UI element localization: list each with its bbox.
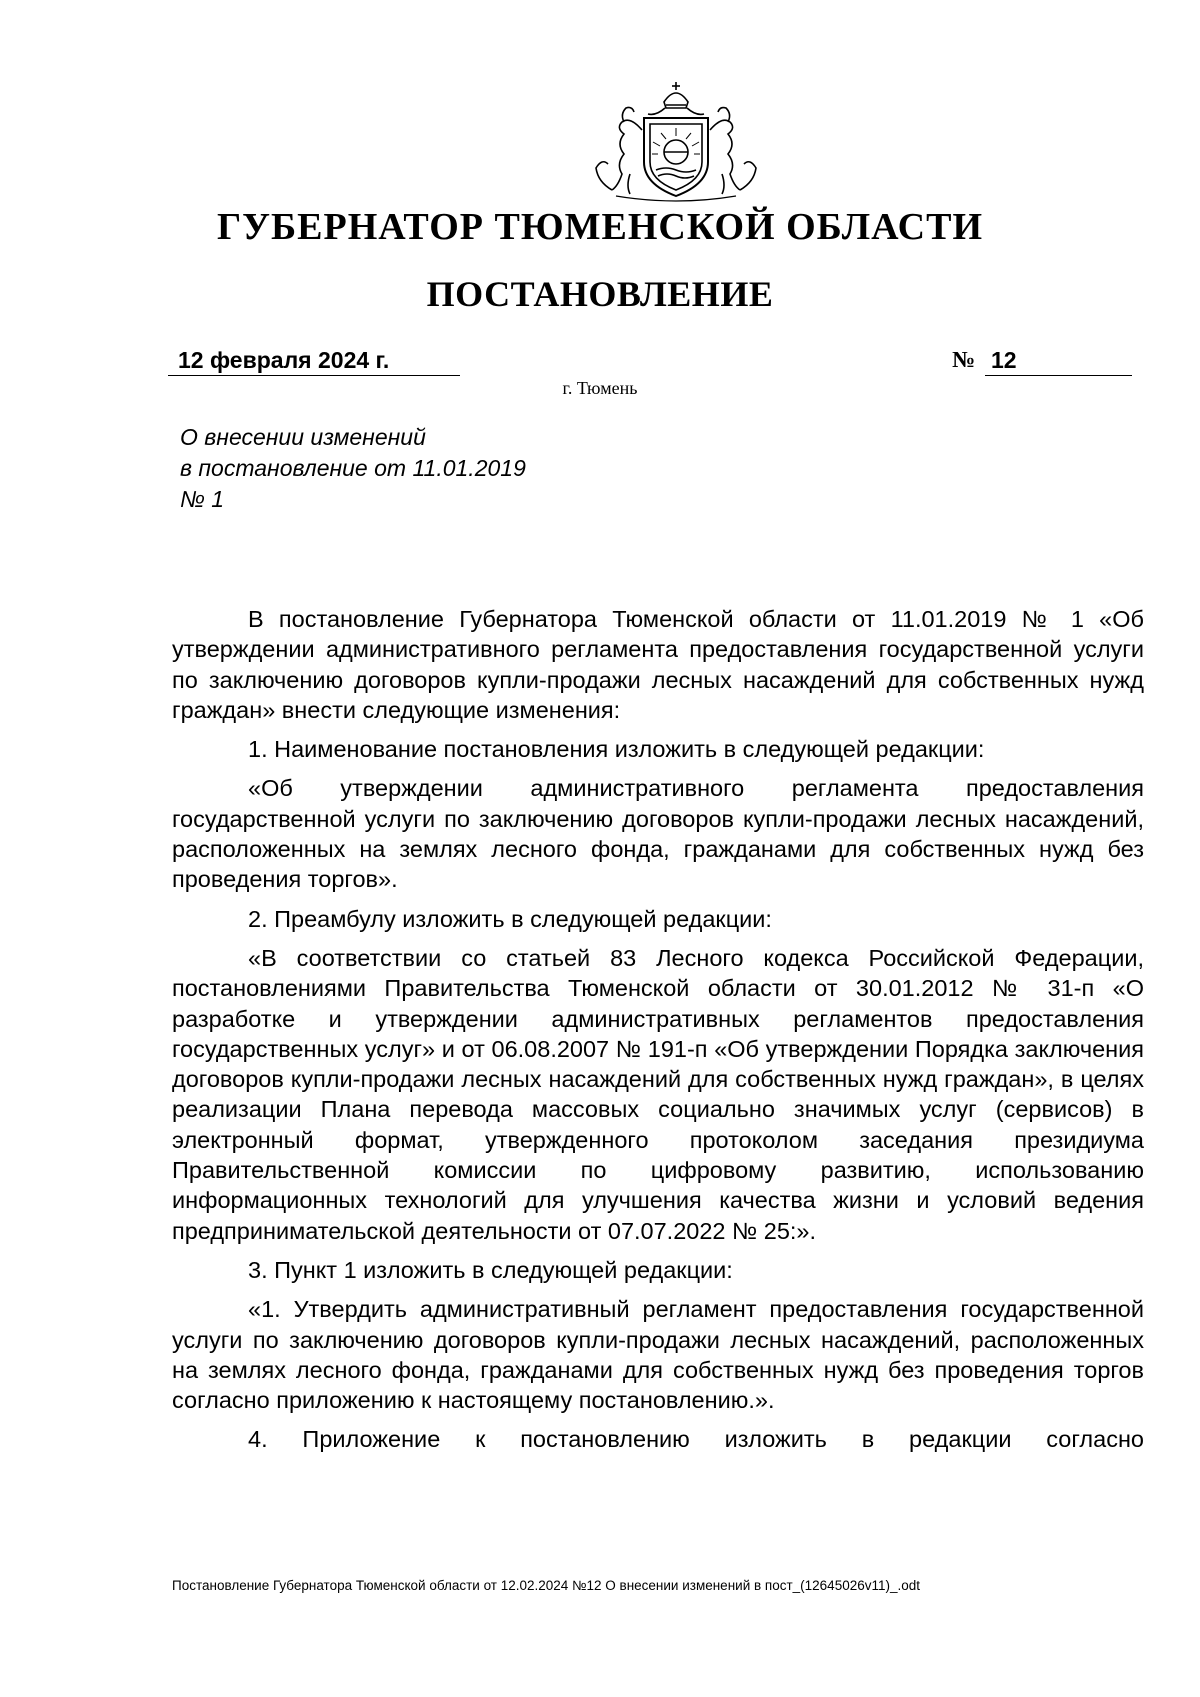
body-paragraph: 2. Преамбулу изложить в следующей редакции: xyxy=(248,905,772,932)
document-subject xyxy=(180,422,680,515)
subject-line: № 1 xyxy=(180,486,225,512)
subject-line: в постановление от 11.01.2019 xyxy=(180,455,526,481)
city: г. Тюмень xyxy=(562,378,638,398)
body-paragraph: «Об утверждении административного регламента предоставления государственной услуги по заключению договоров купли-продажи лесных насаждений, расположенных на землях лесного фонда, гражданами для собственных нужд без проведения торгов». xyxy=(172,775,1144,893)
body-paragraph: «В соответствии со статьей 83 Лесного кодекса Российской Федерации, постановлениями Правительства Тюменской области от 30.01.2012 № 31-п «О разработке и утверждении административных регламентов предоставления государственных услуг» и от 06.08.2007 № 191-п «Об утверждении Порядка заключения договоров купли-продажи лесных насаждений для собственных нужд граждан», в целях реализации Плана перевода массовых социально значимых услуг (сервисов) в электронный формат, утвержденного протоколом заседания президиума Правительственной комиссии по цифровому развитию, использованию информационных технологий для улучшения качества жизни и условий ведения предпринимательской деятельности от 07.07.2022 № 25:». xyxy=(172,944,1144,1244)
body-paragraph: В постановление Губернатора Тюменской области от 11.01.2019 № 1 «Об утверждении административного регламента предоставления государственной услуги по заключению договоров купли-продажи лесных насаждений для собственных нужд граждан» внести следующие изменения: xyxy=(172,606,1144,723)
page-footer: Постановление Губернатора Тюменской области от 12.02.2024 №12 О внесении изменений в пост_(12645026v11)_.odt xyxy=(172,1578,921,1593)
document-number: 12 xyxy=(985,345,1132,376)
body-paragraph: 4. Приложение к постановлению изложить в редакции согласно xyxy=(248,1426,1144,1453)
coat-of-arms-icon xyxy=(585,78,767,204)
body-paragraph: 3. Пункт 1 изложить в следующей редакции: xyxy=(248,1256,733,1283)
subject-line: О внесении изменений xyxy=(180,424,426,450)
authority-title: ГУБЕРНАТОР ТЮМЕНСКОЙ ОБЛАСТИ xyxy=(216,206,984,248)
body-paragraph: 1. Наименование постановления изложить в следующей редакции: xyxy=(248,736,985,763)
document-date: 12 февраля 2024 г. xyxy=(168,345,460,376)
number-sign: № xyxy=(952,347,976,372)
body-paragraph: «1. Утвердить административный регламент предоставления государственной услуги по заключению договоров купли-продажи лесных насаждений, расположенных на землях лесного фонда, гражданами для собственных нужд без проведения торгов согласно приложению к настоящему постановлению.». xyxy=(172,1296,1144,1414)
document-body xyxy=(172,604,1144,1464)
document-type: ПОСТАНОВЛЕНИЕ xyxy=(426,274,774,314)
